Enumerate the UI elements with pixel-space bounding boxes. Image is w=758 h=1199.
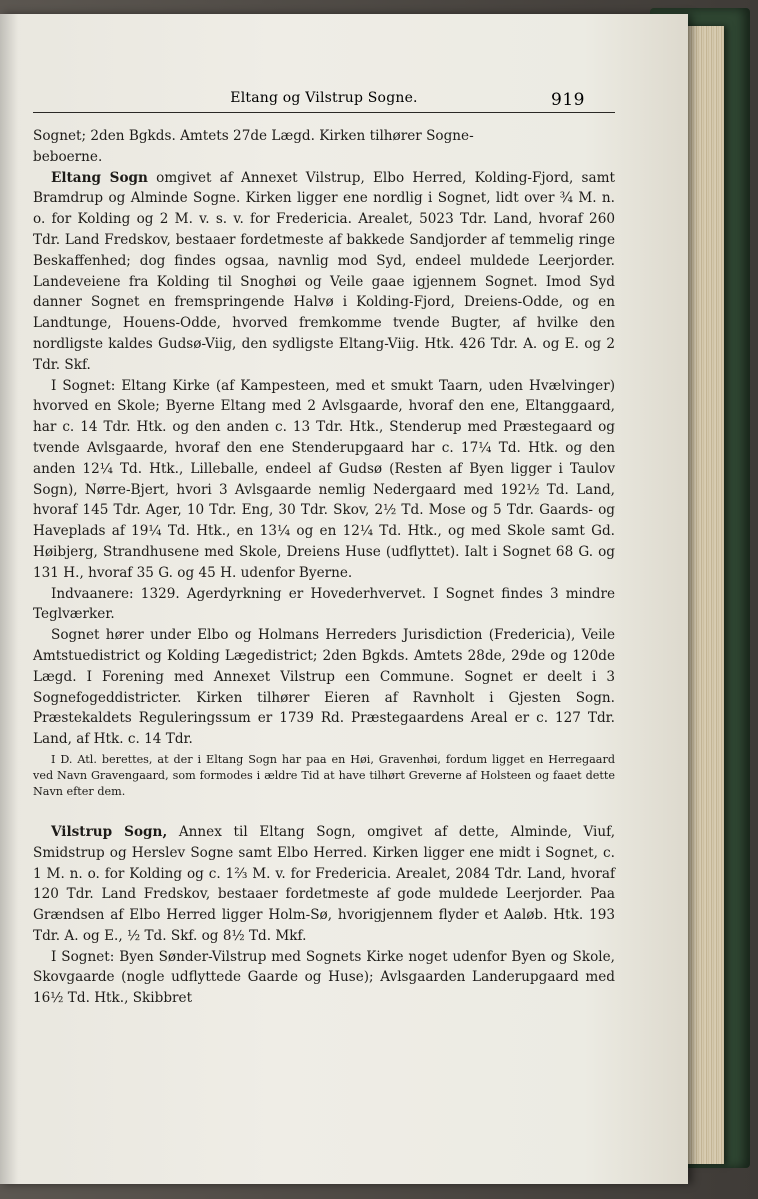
head-rule bbox=[33, 112, 615, 113]
running-title: Eltang og Vilstrup Sogne. bbox=[230, 90, 418, 106]
vilstrup-intro-paragraph bbox=[33, 822, 615, 947]
eltang-heading: Eltang Sogn bbox=[51, 169, 148, 186]
eltang-admin-paragraph: Sognet hører under Elbo og Holmans Herreders Jurisdiction (Fredericia), Veile Amtstuedistrict og Kolding Lægedistrict; 2den Bgkds. Amtets 28de, 29de og 120de Lægd. I Forening med Annexet Vilstrup een Commune. Sognet er deelt i 3 Sognefogeddistricter. Kirken tilhører Eieren af Ravnholt i Gjesten Sogn. Præstekaldets Reguleringssum er 1739 Rd. Præstegaardens Areal er c. 127 Tdr. Land, af Htk. c. 14 Tdr. bbox=[33, 627, 615, 748]
page-gutter-shadow bbox=[0, 14, 18, 1184]
page-number: 919 bbox=[551, 90, 585, 110]
vilstrup-heading: Vilstrup Sogn, bbox=[51, 823, 168, 840]
carryover-line-2: beboerne. bbox=[33, 148, 103, 165]
page-body bbox=[33, 126, 615, 1009]
carryover-line-1: Sognet; 2den Bgkds. Amtets 27de Lægd. Kirken tilhører Sogne- bbox=[33, 128, 474, 144]
eltang-intro-paragraph bbox=[33, 168, 615, 376]
eltang-villages-paragraph: I Sognet: Eltang Kirke (af Kampesteen, med et smukt Taarn, uden Hvælvinger) hvorved en Skole; Byerne Eltang med 2 Avlsgaarde, hvoraf den ene, Eltanggaard, har c. 14 Tdr. Htk. og den anden c. 13 Tdr. Htk., Stenderup med Præstegaard og tvende Avlsgaarde, hvoraf den ene Stenderupgaard har c. 17¼ Td. Htk. og den anden 12¼ Td. Htk., Lilleballe, endeel af Gudsø (Resten af Byen ligger i Taulov Sogn), Nørre-Bjert, hvori 3 Avlsgaarde nemlig Nedergaard med 192½ Td. Land, hvoraf 145 Tdr. Ager, 10 Tdr. Eng, 30 Tdr. Skov, 2½ Td. Mose og 5 Tdr. Gaards- og Haveplads af 19¼ Td. Htk., en 13¼ og en 12¼ Td. Htk., og med Skole samt Gd. Høibjerg, Strandhusene med Skole, Dreiens Huse (udflyttet). Ialt i Sognet 68 G. og 131 H., hvoraf 35 G. og 45 H. udenfor Byerne. bbox=[33, 377, 615, 581]
eltang-population-paragraph: Indvaanere: 1329. Agerdyrkning er Hovederhvervet. I Sognet findes 3 mindre Teglværker. bbox=[33, 585, 615, 623]
vilstrup-villages-paragraph: I Sognet: Byen Sønder-Vilstrup med Sognets Kirke noget udenfor Byen og Skole, Skovgaarde (nogle udflyttede Gaarde og Huse); Avlsgaarden Landerupgaard med 16½ Td. Htk., Skibbret bbox=[33, 948, 615, 1007]
section-gap bbox=[33, 800, 615, 822]
running-head bbox=[33, 90, 615, 114]
eltang-intro-text: omgivet af Annexet Vilstrup, Elbo Herred, Kolding-Fjord, samt Bramdrup og Alminde Sogne. Kirken ligger ene nordlig i Sognet, lidt over ¾ M. n. o. for Kolding og 2 M. v. s. v. for Fredericia. Arealet, 5023 Tdr. Land, hvoraf 260 Tdr. Land Fredskov, bestaaer fordetmeste af bakkede Sandjorder af temmelig ringe Beskaffenhed; dog findes ogsaa, navnlig mod Syd, endeel muldede Leerjorder. Landeveiene fra Kolding til Snoghøi og Veile gaae igjennem Sognet. Imod Syd danner Sognet en fremspringende Halvø i Kolding-Fjord, Dreiens-Odde, og en Landtunge, Houens-Odde, hvorved fremkomme tvende Bugter, af hvilke den nordligste kaldes Gudsø-Viig, den sydligste Eltang-Viig. Htk. 426 Tdr. A. og E. og 2 Tdr. Skf. bbox=[33, 169, 615, 373]
vilstrup-intro-text: Annex til Eltang Sogn, omgivet af dette, Alminde, Viuf, Smidstrup og Herslev Sogne samt Elbo Herred. Kirken ligger ene midt i Sognet, c. 1 M. n. o. for Kolding og c. 1⅔ M. v. for Fredericia. Arealet, 2084 Tdr. Land, hvoraf 120 Tdr. Land Fredskov, bestaaer fordetmeste af gode muldede Leerjorder. Paa Grændsen af Elbo Herred ligger Holm-Sø, hvorigjennem flyder et Aaløb. Htk. 193 Tdr. A. og E., ½ Td. Skf. og 8½ Td. Mkf. bbox=[33, 823, 616, 944]
footnote: I D. Atl. berettes, at der i Eltang Sogn har paa en Høi, Gravenhøi, fordum ligget en Herregaard ved Navn Gravengaard, som formodes i ældre Tid at have tilhørt Greverne af Holsteen og faaet dette Navn efter dem. bbox=[33, 752, 615, 798]
